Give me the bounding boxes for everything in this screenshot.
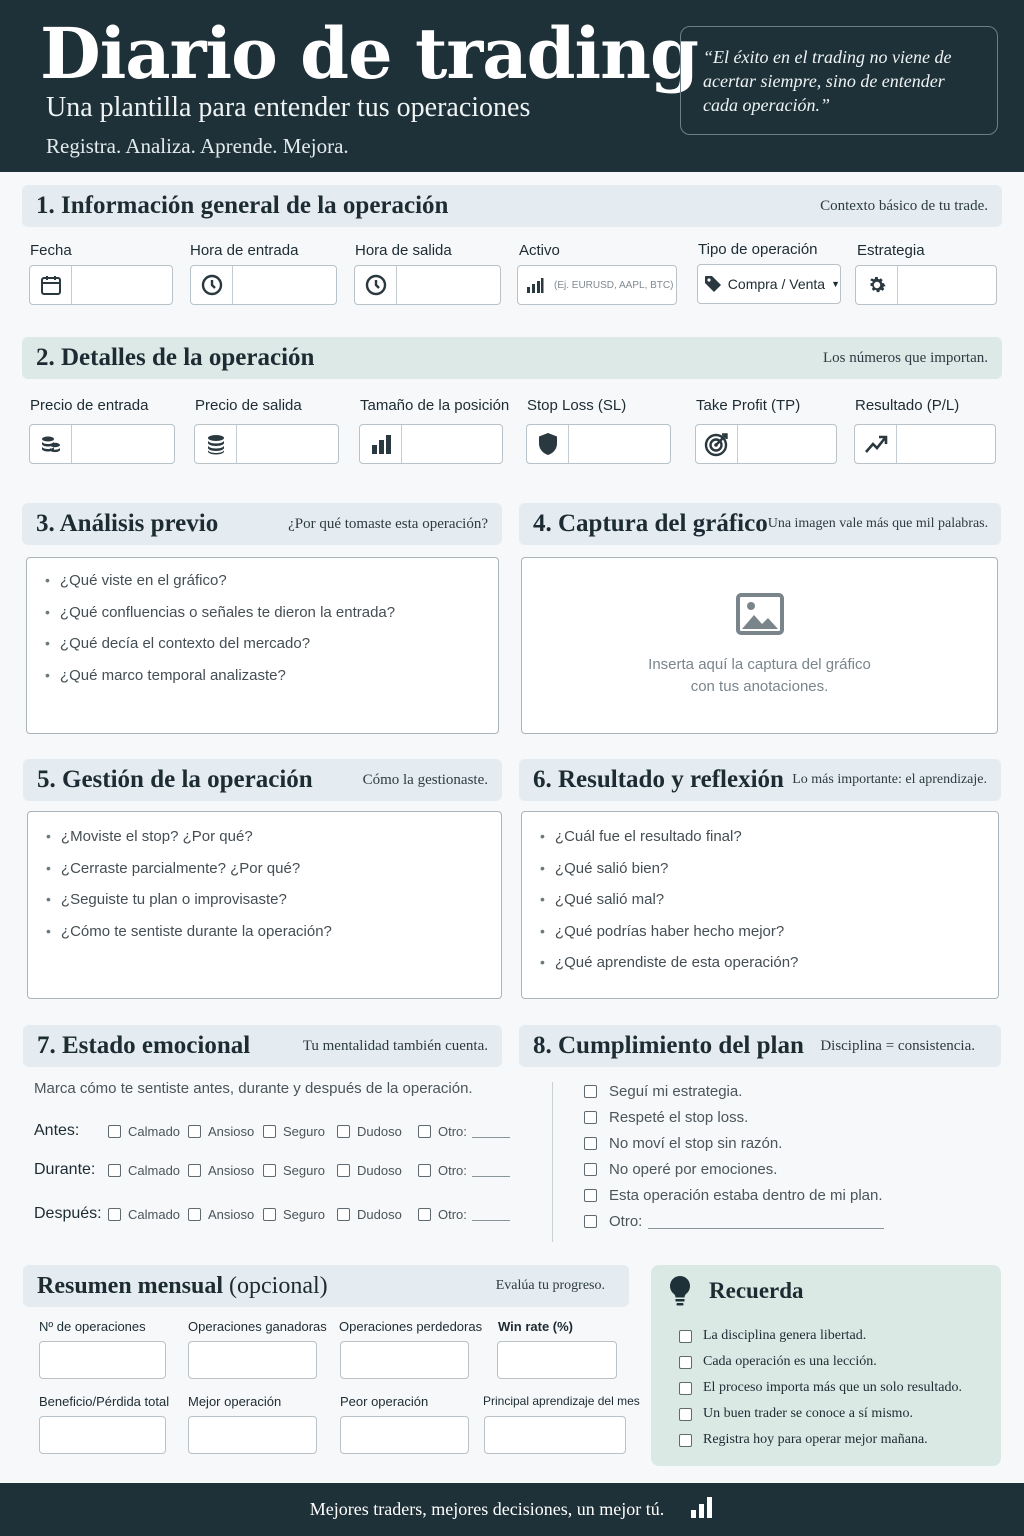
clock-icon	[355, 266, 397, 304]
section-8-title: 8. Cumplimiento del plan	[533, 1032, 804, 1059]
precio-salida-field[interactable]	[194, 424, 339, 464]
summary-learning-field[interactable]	[484, 1416, 626, 1454]
checklist-item[interactable]	[584, 1104, 884, 1130]
tipo-operacion-select[interactable]	[697, 264, 841, 304]
checkbox[interactable]	[584, 1137, 597, 1150]
checklist-item-label: Otro:	[609, 1212, 643, 1230]
gestion-list	[28, 812, 501, 954]
emotion-row-label: Durante:	[34, 1161, 96, 1178]
section-1-header	[22, 185, 1002, 227]
take-profit-label: Take Profit (TP)	[696, 397, 801, 414]
precio-salida-label: Precio de salida	[195, 397, 302, 414]
checkbox[interactable]	[188, 1164, 201, 1177]
footer-text: Mejores traders, mejores decisiones, un mejor tú.	[309, 1499, 665, 1519]
resultado-field[interactable]	[854, 424, 996, 464]
section-4-title: 4. Captura del gráfico	[533, 510, 768, 537]
resultado-label: Resultado (P/L)	[855, 397, 960, 414]
emotion-option[interactable]	[108, 1207, 180, 1222]
clock-icon	[191, 266, 233, 304]
remember-item-label: Registra hoy para operar mejor mañana.	[703, 1432, 928, 1447]
checklist-item-label: No moví el stop sin razón.	[609, 1134, 783, 1152]
list-item: • ¿Cerraste parcialmente? ¿Por qué?	[46, 860, 501, 892]
checklist-item[interactable]	[584, 1208, 884, 1234]
summary-title-optional: (opcional)	[229, 1272, 328, 1299]
summary-header	[23, 1265, 629, 1307]
activo-placeholder: (Ej. EURUSD, AAPL, BTC)	[554, 279, 674, 291]
section-7-header	[23, 1025, 502, 1067]
analisis-previo-box[interactable]	[26, 557, 499, 734]
emotion-row	[34, 1160, 514, 1180]
summary-ops-field[interactable]	[39, 1341, 166, 1379]
shield-icon	[527, 425, 569, 463]
checkbox[interactable]	[679, 1382, 692, 1395]
divider	[552, 1082, 553, 1242]
list-item: • ¿Qué decía el contexto del mercado?	[45, 635, 498, 667]
lightbulb-icon	[669, 1275, 691, 1311]
summary-note: Evalúa tu progreso.	[495, 1278, 605, 1293]
emotion-option[interactable]	[418, 1163, 510, 1178]
tamano-label: Tamaño de la posición	[360, 397, 510, 414]
gear-icon	[856, 266, 898, 304]
section-1-title: 1. Información general de la operación	[36, 192, 449, 219]
emotion-option[interactable]	[263, 1207, 325, 1222]
stop-loss-field[interactable]	[526, 424, 671, 464]
checklist-item-label: Seguí mi estrategia.	[609, 1082, 743, 1100]
checkbox[interactable]	[337, 1208, 350, 1221]
summary-label-ops: Nº de operaciones	[39, 1319, 146, 1334]
section-6-note: Lo más importante: el aprendizaje.	[792, 772, 987, 787]
coin-stack-icon	[195, 425, 237, 463]
checklist-item[interactable]	[584, 1130, 884, 1156]
checkbox[interactable]	[679, 1356, 692, 1369]
trend-up-icon	[855, 425, 897, 463]
summary-best-field[interactable]	[188, 1416, 317, 1454]
emotion-option-label: Calmado	[128, 1123, 181, 1139]
emotion-option-label: Ansioso	[208, 1206, 255, 1222]
section-8-note: Disciplina = consistencia.	[820, 1037, 975, 1054]
emotion-row-label: Después:	[34, 1205, 102, 1222]
emotion-option[interactable]	[263, 1124, 325, 1139]
precio-entrada-label: Precio de entrada	[30, 397, 149, 414]
analisis-list	[27, 558, 498, 698]
list-item: • ¿Qué aprendiste de esta operación?	[540, 954, 998, 986]
checkbox[interactable]	[188, 1125, 201, 1138]
checkbox[interactable]	[108, 1208, 121, 1221]
checkbox[interactable]	[418, 1164, 431, 1177]
emotion-row	[34, 1204, 514, 1224]
estrategia-field[interactable]	[855, 265, 997, 305]
summary-pl-field[interactable]	[39, 1416, 166, 1454]
emotion-option[interactable]	[188, 1124, 254, 1139]
reflexion-list	[522, 812, 998, 986]
checkbox[interactable]	[188, 1208, 201, 1221]
precio-entrada-field[interactable]	[29, 424, 175, 464]
page-subtitle: Una plantilla para entender tus operaciones	[46, 92, 531, 123]
summary-winning-field[interactable]	[188, 1341, 317, 1379]
section-8-header	[519, 1025, 1001, 1067]
checklist-item[interactable]	[584, 1156, 884, 1182]
checkbox[interactable]	[679, 1408, 692, 1421]
section-7-note: Tu mentalidad también cuenta.	[302, 1037, 488, 1054]
section-7-title: 7. Estado emocional	[37, 1032, 251, 1059]
emotion-option-label: Seguro	[283, 1206, 325, 1222]
checkbox[interactable]	[584, 1163, 597, 1176]
emotion-option-label: Dudoso	[357, 1123, 402, 1139]
summary-title: Resumen mensual	[37, 1272, 224, 1299]
summary-label-winning: Operaciones ganadoras	[188, 1319, 327, 1334]
hora-entrada-field[interactable]	[190, 265, 337, 305]
checklist-item[interactable]	[584, 1182, 884, 1208]
checkbox[interactable]	[263, 1208, 276, 1221]
hora-entrada-label: Hora de entrada	[190, 242, 299, 259]
emotion-option-label: Otro:	[438, 1162, 467, 1178]
tipo-label: Tipo de operación	[698, 241, 818, 258]
summary-label-losing: Operaciones perdedoras	[339, 1319, 483, 1334]
summary-label-worst: Peor operación	[340, 1394, 429, 1409]
remember-item-label: Un buen trader se conoce a sí mismo.	[703, 1406, 913, 1421]
section-5-header	[23, 759, 502, 801]
page-tagline: Registra. Analiza. Aprende. Mejora.	[46, 134, 349, 158]
page-header	[0, 0, 1024, 172]
section-6-header	[519, 759, 1001, 801]
checklist-item-label: Respeté el stop loss.	[609, 1108, 749, 1126]
checkbox[interactable]	[337, 1164, 350, 1177]
emotion-option-label: Calmado	[128, 1206, 181, 1222]
checkbox[interactable]	[108, 1164, 121, 1177]
emotion-option-label: Dudoso	[357, 1162, 402, 1178]
emotion-option[interactable]	[418, 1124, 510, 1139]
hora-salida-field[interactable]	[354, 265, 501, 305]
checkbox[interactable]	[418, 1125, 431, 1138]
emotion-option[interactable]	[263, 1163, 325, 1178]
emotion-option-label: Dudoso	[357, 1206, 402, 1222]
remember-panel	[651, 1265, 1001, 1466]
list-item: • ¿Qué podrías haber hecho mejor?	[540, 923, 998, 955]
bar-chart-icon	[360, 425, 402, 463]
list-item: • ¿Qué viste en el gráfico?	[45, 572, 498, 604]
summary-label-learning: Principal aprendizaje del mes	[483, 1394, 640, 1408]
list-item: • ¿Moviste el stop? ¿Por qué?	[46, 828, 501, 860]
checkbox[interactable]	[263, 1125, 276, 1138]
section-3-note: ¿Por qué tomaste esta operación?	[288, 515, 488, 532]
emotion-option-label: Otro:	[438, 1206, 467, 1222]
list-item: • ¿Cómo te sentiste durante la operación?	[46, 923, 501, 955]
checklist-item-label: No operé por emociones.	[609, 1160, 778, 1178]
remember-item[interactable]	[679, 1401, 962, 1427]
checkbox[interactable]	[108, 1125, 121, 1138]
header-quote: “El éxito en el trading no viene de acertar siempre, sino de entender cada operación.”	[680, 26, 998, 135]
summary-worst-field[interactable]	[340, 1416, 469, 1454]
summary-label-best: Mejor operación	[188, 1394, 282, 1409]
bar-chart-icon	[690, 1495, 714, 1524]
remember-list	[679, 1323, 962, 1453]
section-2-note: Los números que importan.	[823, 349, 988, 366]
checkbox[interactable]	[584, 1215, 597, 1228]
checkbox[interactable]	[584, 1189, 597, 1202]
plan-checklist	[584, 1078, 884, 1234]
list-item: • ¿Qué confluencias o señales te dieron la entrada?	[45, 604, 498, 636]
chart-capture-dropzone[interactable]	[521, 557, 998, 734]
list-item: • ¿Seguiste tu plan o improvisaste?	[46, 891, 501, 923]
tag-icon	[698, 265, 728, 303]
remember-item[interactable]	[679, 1375, 962, 1401]
emotion-option-label: Seguro	[283, 1123, 325, 1139]
page-footer	[0, 1483, 1024, 1536]
emotion-option[interactable]	[188, 1163, 254, 1178]
tipo-value: Compra / Venta	[727, 276, 826, 292]
section-6-title: 6. Resultado y reflexión	[533, 766, 784, 793]
checkbox[interactable]	[584, 1111, 597, 1124]
gestion-box[interactable]	[27, 811, 502, 999]
image-icon	[736, 593, 784, 642]
take-profit-field[interactable]	[695, 424, 837, 464]
hora-salida-label: Hora de salida	[355, 242, 452, 259]
stop-loss-label: Stop Loss (SL)	[527, 397, 627, 414]
activo-label: Activo	[519, 242, 560, 259]
summary-losing-field[interactable]	[340, 1341, 469, 1379]
checkbox[interactable]	[584, 1085, 597, 1098]
emotion-option[interactable]	[188, 1207, 254, 1222]
emotion-option-label: Otro:	[438, 1123, 467, 1139]
dropzone-line-1: Inserta aquí la captura del gráfico	[648, 656, 871, 673]
section-4-header	[519, 503, 1001, 545]
estrategia-label: Estrategia	[857, 242, 925, 259]
section-1-note: Contexto básico de tu trade.	[820, 197, 988, 214]
emotion-row	[34, 1121, 514, 1141]
remember-item[interactable]	[679, 1323, 962, 1349]
fecha-field[interactable]	[29, 265, 173, 305]
checklist-item[interactable]	[584, 1078, 884, 1104]
remember-item[interactable]	[679, 1427, 962, 1453]
remember-item-label: La disciplina genera libertad.	[703, 1328, 867, 1343]
checkbox[interactable]	[418, 1208, 431, 1221]
list-item: • ¿Cuál fue el resultado final?	[540, 828, 998, 860]
emotional-intro: Marca cómo te sentiste antes, durante y después de la operación.	[34, 1080, 473, 1097]
other-input-line[interactable]	[472, 1163, 510, 1177]
coins-icon	[30, 425, 72, 463]
fecha-label: Fecha	[30, 242, 72, 259]
summary-label-pl: Beneficio/Pérdida total	[39, 1394, 170, 1409]
list-item: • ¿Qué salió mal?	[540, 891, 998, 923]
section-2-header	[22, 337, 1002, 379]
page-title: Diario de trading	[40, 12, 698, 95]
target-icon	[696, 425, 738, 463]
calendar-icon	[30, 266, 72, 304]
section-3-title: 3. Análisis previo	[36, 510, 219, 537]
emotion-option[interactable]	[418, 1207, 510, 1222]
chevron-down-icon: ▼	[831, 279, 840, 289]
remember-item-label: Cada operación es una lección.	[703, 1354, 877, 1369]
list-item: • ¿Qué salió bien?	[540, 860, 998, 892]
resultado-reflexion-box[interactable]	[521, 811, 999, 999]
emotion-option[interactable]	[108, 1124, 180, 1139]
list-item: • ¿Qué marco temporal analizaste?	[45, 667, 498, 699]
emotion-option[interactable]	[337, 1124, 402, 1139]
remember-item-label: El proceso importa más que un solo resultado.	[703, 1380, 962, 1395]
section-4-note: Una imagen vale más que mil palabras.	[767, 516, 989, 531]
emotion-option-label: Seguro	[283, 1162, 325, 1178]
section-5-title: 5. Gestión de la operación	[37, 766, 313, 793]
emotion-option[interactable]	[337, 1207, 402, 1222]
other-input-line[interactable]	[472, 1207, 510, 1221]
remember-item[interactable]	[679, 1349, 962, 1375]
section-5-note: Cómo la gestionaste.	[362, 771, 488, 788]
emotion-row-label: Antes:	[34, 1122, 80, 1139]
section-3-header	[22, 503, 502, 545]
emotion-option-label: Ansioso	[208, 1162, 255, 1178]
emotion-option[interactable]	[108, 1163, 180, 1178]
checkbox[interactable]	[679, 1330, 692, 1343]
summary-label-winrate: Win rate (%)	[498, 1319, 573, 1334]
checklist-item-label: Esta operación estaba dentro de mi plan.	[609, 1186, 883, 1204]
checkbox[interactable]	[337, 1125, 350, 1138]
remember-title: Recuerda	[709, 1278, 804, 1303]
emotion-option-label: Calmado	[128, 1162, 181, 1178]
activo-field[interactable]	[517, 265, 677, 305]
other-input-line[interactable]	[472, 1124, 510, 1138]
section-2-title: 2. Detalles de la operación	[36, 344, 315, 371]
emotion-option[interactable]	[337, 1163, 402, 1178]
other-input-line[interactable]	[648, 1213, 884, 1229]
summary-winrate-field[interactable]	[497, 1341, 617, 1379]
tamano-field[interactable]	[359, 424, 503, 464]
signal-bars-icon	[518, 266, 552, 304]
dropzone-line-2: con tus anotaciones.	[690, 678, 829, 695]
emotion-option-label: Ansioso	[208, 1123, 255, 1139]
checkbox[interactable]	[263, 1164, 276, 1177]
checkbox[interactable]	[679, 1434, 692, 1447]
